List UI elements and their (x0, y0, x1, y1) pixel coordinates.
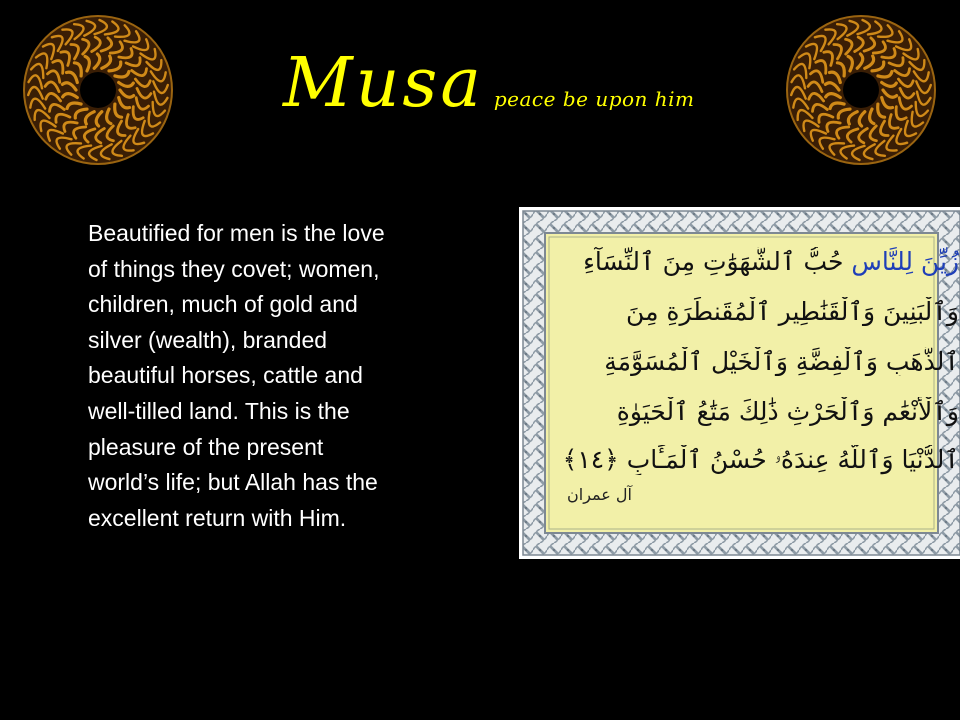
title-subtitle: peace be upon him (493, 87, 695, 111)
calligraphy-medallion-left-icon (20, 12, 176, 168)
verse-translation (88, 216, 508, 536)
translation-line: silver (wealth), branded (88, 326, 328, 353)
translation-line: of things they covet; women, (88, 255, 380, 282)
verse-line-text: وَٱلْبَنِينَ وَٱلْقَنَٰطِيرِ ٱلْمُقَنطَرَةِ مِنَ (626, 297, 959, 326)
title-main: Musa (283, 44, 484, 123)
translation-line: Beautified for men is the love (88, 220, 385, 246)
verse-line (559, 347, 959, 376)
translation-line: well-tilled land. This is the (88, 397, 350, 424)
verse-line (559, 445, 959, 475)
slide-title (283, 44, 695, 123)
translation-line: pleasure of the present (88, 433, 324, 460)
verse-line (559, 297, 959, 326)
calligraphy-medallion-right-icon (783, 12, 939, 168)
verse-line-text: وَٱلْأَنْعَٰمِ وَٱلْحَرْثِ ذَٰلِكَ مَتَٰعُ ٱلْحَيَوٰةِ (616, 397, 959, 426)
quran-verse-image (519, 207, 960, 559)
translation-line: excellent return with Him. (88, 504, 347, 531)
verse-line-text: ٱلدُّنْيَا وَٱللَّهُ عِندَهُۥ حُسْنُ ٱلْمَـَٔابِ ﴿١٤﴾ (562, 445, 959, 474)
translation-line: beautiful horses, cattle and (88, 362, 363, 389)
verse-line-text: حُبُّ ٱلشَّهَوَٰتِ مِنَ ٱلنِّسَآءِ (583, 247, 852, 276)
surah-name: آل عمران (567, 485, 632, 504)
verse-line-highlight: زُيِّنَ لِلنَّاسِ (851, 247, 959, 276)
verse-line (559, 397, 959, 426)
translation-line: children, much of gold and (88, 291, 358, 318)
verse-line (559, 247, 959, 276)
translation-line: world’s life; but Allah has the (88, 469, 378, 496)
verse-line-text: ٱلذَّهَبِ وَٱلْفِضَّةِ وَٱلْخَيْلِ ٱلْمُسَوَّمَةِ (604, 347, 959, 376)
